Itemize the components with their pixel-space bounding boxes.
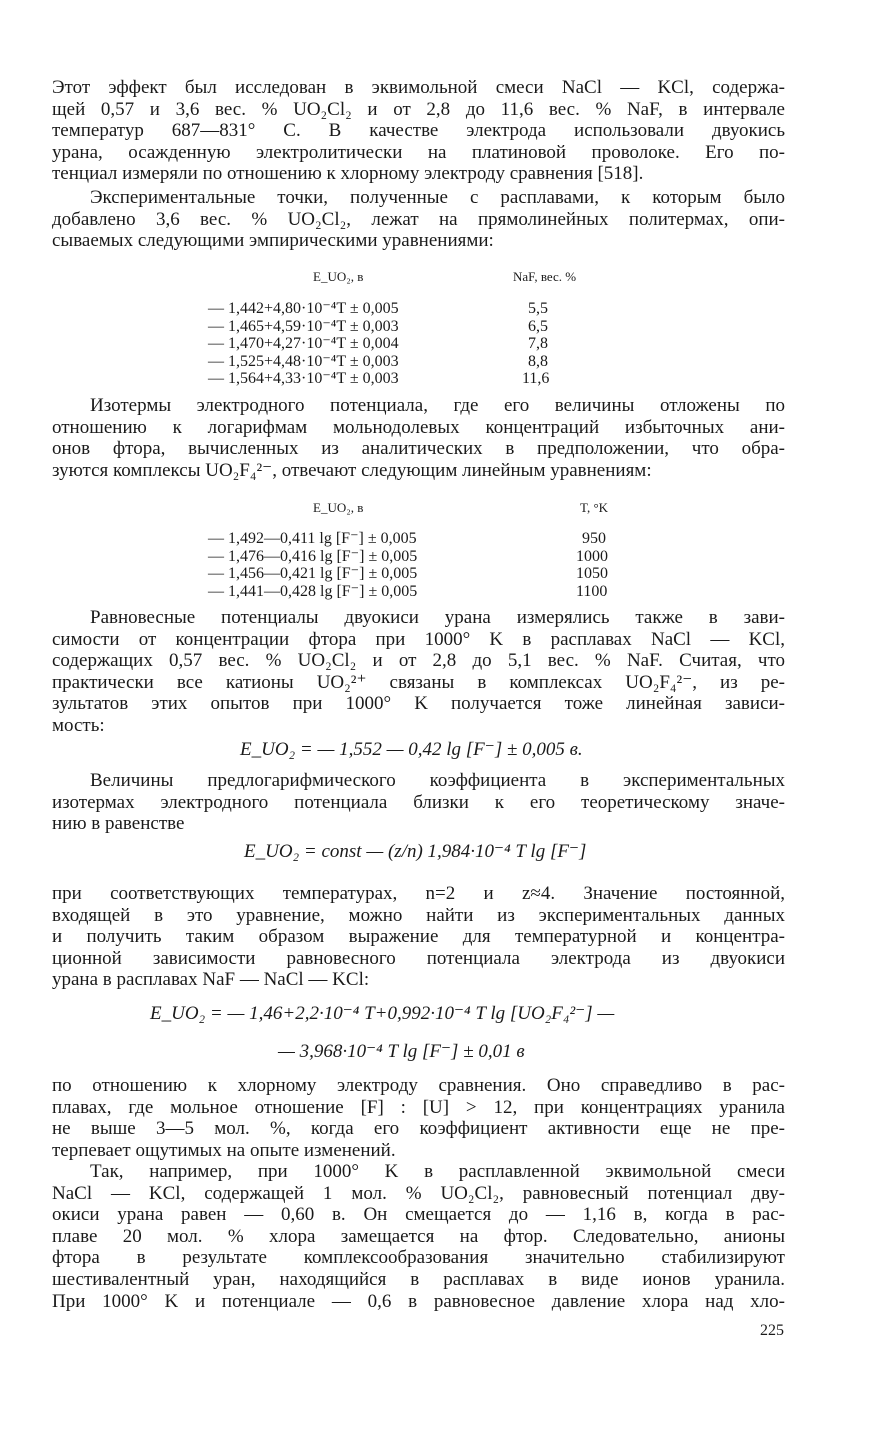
value-cell: 1100 [576,582,608,600]
text-line: терпевает ощутимых на опыте изменений. [52,1139,396,1161]
text-line: Равновесные потенциалы двуокиси урана измерялись также в зави- [90,607,785,628]
column-header-temperature: T, °K [580,500,609,515]
value-cell: 7,8 [528,335,548,352]
equation-cell: — 1,492—0,411 lg [F⁻] ± 0,005 [208,530,417,547]
text-line: и получить таким образом выражение для температурной и концентра- [52,926,785,948]
text-line: по отношению к хлорному электроду сравнения. Оно справедливо в рас- [52,1075,785,1096]
table-row [208,317,548,336]
equation-cell: — 1,476—0,416 lg [F⁻] ± 0,005 [208,547,418,565]
text-line: ционной зависимости равновесного потенциала электрода из двуокиси [52,947,785,969]
text-line: плаве 20 мол. % хлора замещается на фтор. Следовательно, анионы [52,1225,785,1247]
text-line: шестивалентный уран, находящийся в расплавах в виде ионов уранила. [52,1268,785,1290]
text-line: сываемых следующими эмпирическими уравнениями: [52,230,494,252]
text-line: входящей в это уравнение, можно найти из экспериментальных данных [52,904,785,926]
text-line: При 1000° K и потенциале — 0,6 в равновесное давление хлора над хло- [52,1290,785,1312]
text-line: не выше 3—5 мол. %, когда его коэффициент активности еще не пре- [52,1118,785,1140]
paragraph-6 [52,883,785,991]
table-row [208,530,606,548]
table-rows [208,300,550,388]
text-line: зуются комплексы UO₂F₄²⁻, отвечают следующим линейным уравнениям: [52,459,652,481]
table-row [208,352,548,371]
text-line: отношению к логарифмам мольнодолевых концентраций избыточных ани- [52,416,785,438]
equation-cell: — 1,441—0,428 lg [F⁻] ± 0,005 [208,582,418,600]
text-line: при соответствующих температурах, n=2 и z≈4. Значение постоянной, [52,883,785,904]
paragraph-3 [52,395,785,481]
text-line: Экспериментальные точки, полученные с расплавами, к которым было [90,187,785,208]
text-line: урана в расплавах NaF — NaCl — KCl: [52,969,370,991]
paragraph-5 [52,770,785,835]
text-line: плавах, где мольное отношение [F] : [U] > 12, при концентрациях уранила [52,1096,785,1118]
text-line: тенциал измеряли по отношению к хлорному электроду сравнения [518]. [52,163,644,185]
value-cell: 8,8 [528,352,548,370]
equation-cell: — 1,465+4,59·10⁻⁴T ± 0,003 [208,317,399,335]
paragraph-8 [52,1161,785,1312]
value-cell: 5,5 [528,300,548,317]
table-rows [208,530,608,600]
value-cell: 1000 [576,547,608,565]
text-line: NaCl — KCl, содержащей 1 мол. % UO₂Cl₂, равновесный потенциал дву- [52,1182,785,1204]
value-cell: 950 [582,530,606,547]
text-line: Изотермы электродного потенциала, где его величины отложены по [90,395,785,416]
text-line: урана, осажденную электролитически на платиновой проволоке. Его по- [52,141,785,163]
text-line: симости от концентрации фтора при 1000° K в расплавах NaCl — KCl, [52,628,785,650]
value-cell: 1050 [576,565,608,582]
text-line: изотермах электродного потенциала близки к его теоретическому значе- [52,791,785,813]
table-row [208,335,548,353]
text-line: Величины предлогарифмического коэффициента в экспериментальных [90,770,785,791]
text-line: Так, например, при 1000° K в расплавленной эквимольной смеси [90,1161,785,1182]
equation-2: E_UO₂ = const — (z/n) 1,984·10⁻⁴ T lg [F⁻] [244,841,587,862]
text-line: окиси урана равен — 0,60 в. Он смещается до — 1,16 в, когда в рас- [52,1204,785,1226]
text-line: нию в равенстве [52,813,185,835]
paragraph-2 [52,187,785,252]
column-header-potential: E_UO₂, в [313,500,364,515]
equation-cell: — 1,564+4,33·10⁻⁴T ± 0,003 [208,370,399,387]
equation-cell: — 1,470+4,27·10⁻⁴T ± 0,004 [208,335,399,352]
equation-cell: — 1,525+4,48·10⁻⁴T ± 0,003 [208,352,399,370]
value-cell: 11,6 [522,370,550,387]
text-line: температур 687—831° C. В качестве электрода использовали двуокись [52,120,785,142]
text-line: практически все катионы UO₂²⁺ связаны в комплексах UO₂F₄²⁻, из ре- [52,671,785,693]
equation-cell: — 1,456—0,421 lg [F⁻] ± 0,005 [208,565,418,582]
text-line: онов фтора, вычисленных из аналитических в предположении, что обра- [52,438,785,460]
text-line: добавлено 3,6 вес. % UO₂Cl₂, лежат на прямолинейных политермах, опи- [52,208,785,230]
text-line: зультатов этих опытов при 1000° K получается тоже линейная зависи- [52,693,785,715]
equation-cell: — 1,442+4,80·10⁻⁴T ± 0,005 [208,300,399,317]
table-row [208,582,608,601]
page-number: 225 [760,1322,784,1339]
equation-1: E_UO₂ = — 1,552 — 0,42 lg [F⁻] ± 0,005 в. [240,739,583,760]
column-header-potential: E_UO₂, в [313,269,364,284]
table-row [208,565,608,583]
equation-3-line-2: — 3,968·10⁻⁴ T lg [F⁻] ± 0,01 в [278,1041,525,1062]
paragraph-7 [52,1075,785,1161]
text-line: Этот эффект был исследован в эквимольной смеси NaCl — KCl, содержа- [52,77,785,98]
value-cell: 6,5 [528,317,548,335]
text-line: содержащих 0,57 вес. % UO₂Cl₂ и от 2,8 до 5,1 вес. % NaF. Считая, что [52,650,785,672]
paragraph-1 [52,77,785,185]
table-row [208,547,608,566]
paragraph-4 [52,607,785,737]
equation-3-line-1: E_UO₂ = — 1,46+2,2·10⁻⁴ T+0,992·10⁻⁴ T lg [UO₂F₄²⁻] — [150,1003,615,1024]
table-row [208,370,550,388]
table-row [208,300,548,318]
text-line: фтора в результате комплексообразования значительно стабилизируют [52,1247,785,1269]
column-header-naf: NaF, вес. % [513,269,577,284]
text-line: щей 0,57 и 3,6 вес. % UO₂Cl₂ и от 2,8 до 11,6 вес. % NaF, в интервале [52,98,785,120]
text-line: мость: [52,714,105,736]
